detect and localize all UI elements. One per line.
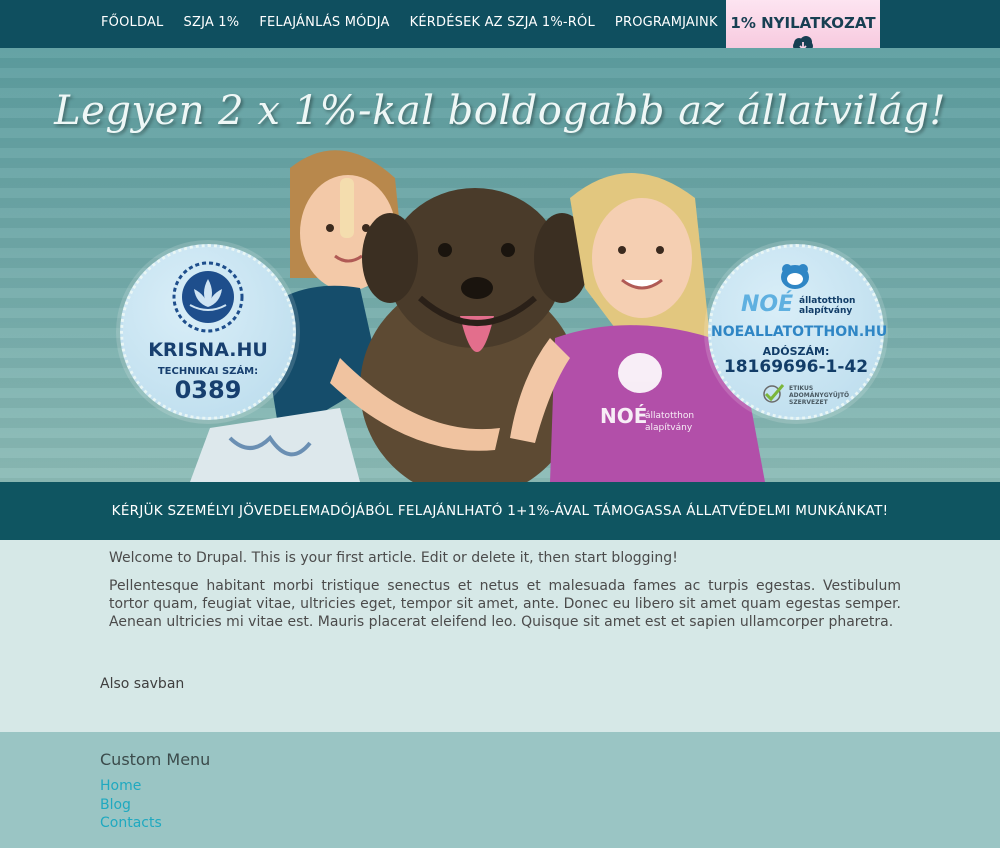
custom-menu-item [100,814,162,833]
svg-text:alapítvány: alapítvány [799,306,853,316]
ethical-fundraiser-label: ETIKUS ADOMÁNYGYŰJTŐ SZERVEZET [789,385,850,406]
noe-logo-icon [735,261,855,317]
krisna-site-label: KRISNA.HU [148,339,268,361]
custom-menu-title: Custom Menu [100,750,211,769]
hero-headline: Legyen 2 x 1%-kal boldogabb az állatvilág! [54,88,946,134]
custom-menu-item [100,796,162,815]
svg-text:NOÉ: NOÉ [741,292,794,317]
svg-text:alapítvány: alapítvány [645,423,693,433]
top-navigation [0,0,1000,48]
lotus-icon [172,261,244,333]
article-body: Pellentesque habitant morbi tristique senectus et netus et malesuada fames ac turpis egestas. Vestibulum tortor quam, feugiat vitae, ultricies eget, tempor sit amet, ante. Donec eu libero sit amet quam egestas semper. Aenean ultricies mi vitae est. Mauris placerat eleifend leo. Quisque sit amet est et sapien ullamcorper pharetra. [109,578,901,630]
svg-text:állatotthon: állatotthon [799,296,855,306]
declaration-label: 1% NYILATKOZAT [730,14,876,32]
svg-text:állatotthon: állatotthon [645,411,695,421]
footer-link-contacts[interactable]: Contacts [100,815,162,831]
custom-menu [100,777,162,833]
nav-item-home[interactable]: FŐOLDAL [101,15,164,30]
nav-item-szja[interactable]: SZJA 1% [183,15,240,30]
nav-item-programs[interactable]: PROGRAMJAINK [614,15,718,30]
tax-number: 18169696-1-42 [723,357,869,377]
appeal-text: KÉRJÜK SZEMÉLYI JÖVEDELEMADÓJÁBÓL FELAJÁNLHATÓ 1+1%-ÁVAL TÁMOGASSA ÁLLATVÉDELMI MUNKÁNKAT! [111,503,889,519]
footer-link-home[interactable]: Home [100,778,142,794]
noe-site-label: NOEALLATOTTHON.HU [711,324,888,340]
tech-number-label: TECHNIKAI SZÁM: [157,366,259,377]
right-girl-face [592,198,692,318]
main-menu [101,15,738,30]
svg-text:NOÉ: NOÉ [600,404,648,428]
hero-banner [0,48,1000,482]
article-intro: Welcome to Drupal. This is your first article. Edit or delete it, then start blogging! [109,550,678,566]
custom-menu-item [100,777,162,796]
krisna-badge[interactable] [120,244,296,420]
footer-link-blog[interactable]: Blog [100,796,131,813]
nav-item-offering-method[interactable]: FELAJÁNLÁS MÓDJA [259,15,390,30]
check-icon [761,383,785,403]
appeal-banner [0,482,1000,540]
nav-item-faq[interactable]: KÉRDÉSEK AZ SZJA 1%-RÓL [409,15,595,30]
footer [0,732,1000,848]
noe-badge[interactable] [708,244,888,420]
tech-number: 0389 [174,376,242,404]
bottom-region-label: Also savban [100,676,185,692]
tax-number-label: ADÓSZÁM: [762,345,830,358]
main-content [0,540,1000,732]
